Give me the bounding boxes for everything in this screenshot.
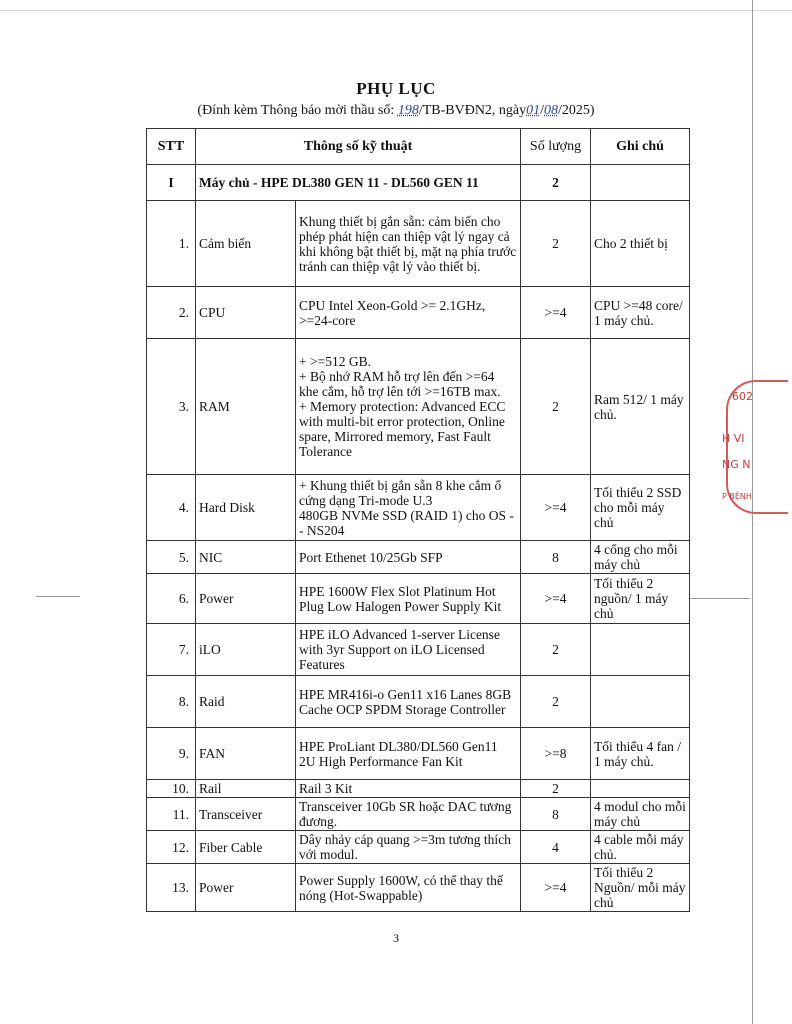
row-item: Cảm biến xyxy=(196,201,296,287)
row-stt: 5. xyxy=(147,541,196,574)
row-note: Tối thiểu 2 nguồn/ 1 máy chủ xyxy=(591,574,690,624)
row-qty: 2 xyxy=(521,201,591,287)
row-stt: 7. xyxy=(147,624,196,676)
row-item: Fiber Cable xyxy=(196,831,296,864)
row-stt: 1. xyxy=(147,201,196,287)
row-item: Transceiver xyxy=(196,798,296,831)
row-item: FAN xyxy=(196,728,296,780)
row-qty: >=4 xyxy=(521,574,591,624)
row-note: 4 modul cho mỗi máy chủ xyxy=(591,798,690,831)
row-item: RAM xyxy=(196,339,296,475)
stamp-text: 602 xyxy=(732,390,753,403)
row-note: Ram 512/ 1 máy chủ. xyxy=(591,339,690,475)
table-row xyxy=(147,574,690,624)
row-note xyxy=(591,624,690,676)
notice-sep: / xyxy=(540,103,545,118)
row-spec: HPE MR416i-o Gen11 x16 Lanes 8GB Cache OCP SPDM Storage Controller xyxy=(296,676,521,728)
col-header-qty: Số lượng xyxy=(521,129,591,165)
row-item: Power xyxy=(196,864,296,912)
row-spec: + Khung thiết bị gắn sẵn 8 khe cắm ổ cứng dạng Tri-mode U.3 480GB NVMe SSD (RAID 1) cho OS -- NS204 xyxy=(296,475,521,541)
row-qty: 8 xyxy=(521,541,591,574)
row-qty: >=4 xyxy=(521,287,591,339)
section-name: Máy chủ - HPE DL380 GEN 11 - DL560 GEN 11 xyxy=(196,165,521,201)
section-stt: I xyxy=(147,165,196,201)
row-item: Power xyxy=(196,574,296,624)
row-spec: Power Supply 1600W, có thể thay thế nóng (Hot-Swappable) xyxy=(296,864,521,912)
row-item: iLO xyxy=(196,624,296,676)
section-qty: 2 xyxy=(521,165,591,201)
table-row xyxy=(147,728,690,780)
row-spec: Khung thiết bị gắn sẵn: cảm biến cho phép phát hiện can thiệp vật lý ngay cả khi không bật thiết bị, mặt nạ phía trước tránh can thiệp vật lý vào thiết bị. xyxy=(296,201,521,287)
row-note: 4 cổng cho mỗi máy chủ xyxy=(591,541,690,574)
row-qty: 4 xyxy=(521,831,591,864)
row-stt: 10. xyxy=(147,780,196,798)
row-note: CPU >=48 core/ 1 máy chủ. xyxy=(591,287,690,339)
row-stt: 12. xyxy=(147,831,196,864)
row-note xyxy=(591,676,690,728)
table-row xyxy=(147,780,690,798)
row-qty: 2 xyxy=(521,780,591,798)
row-qty: 2 xyxy=(521,624,591,676)
row-note: 4 cable mỗi máy chủ. xyxy=(591,831,690,864)
notice-day: 01 xyxy=(526,103,541,118)
section-note xyxy=(591,165,690,201)
col-header-stt: STT xyxy=(147,129,196,165)
row-item: CPU xyxy=(196,287,296,339)
row-item: Raid xyxy=(196,676,296,728)
row-stt: 13. xyxy=(147,864,196,912)
row-qty: 2 xyxy=(521,339,591,475)
row-spec: CPU Intel Xeon-Gold >= 2.1GHz, >=24-core xyxy=(296,287,521,339)
row-spec: HPE 1600W Flex Slot Platinum Hot Plug Low Halogen Power Supply Kit xyxy=(296,574,521,624)
col-header-note: Ghi chú xyxy=(591,129,690,165)
row-stt: 8. xyxy=(147,676,196,728)
row-note: Tối thiểu 2 SSD cho mỗi máy chủ xyxy=(591,475,690,541)
row-note: Tối thiểu 4 fan / 1 máy chủ. xyxy=(591,728,690,780)
row-note: Tối thiểu 2 Nguồn/ mỗi máy chủ xyxy=(591,864,690,912)
table-row xyxy=(147,831,690,864)
subtitle-prefix: (Đính kèm Thông báo mời thầu số: xyxy=(197,103,398,118)
page-subtitle xyxy=(0,103,792,119)
row-spec: Port Ethenet 10/25Gb SFP xyxy=(296,541,521,574)
row-spec: HPE ProLiant DL380/DL560 Gen11 2U High Performance Fan Kit xyxy=(296,728,521,780)
table-row xyxy=(147,201,690,287)
row-qty: 8 xyxy=(521,798,591,831)
row-spec: Rail 3 Kit xyxy=(296,780,521,798)
row-note xyxy=(591,780,690,798)
notice-month: 08 xyxy=(544,103,559,118)
row-stt: 4. xyxy=(147,475,196,541)
red-stamp xyxy=(712,380,752,520)
row-stt: 2. xyxy=(147,287,196,339)
stamp-text: H VI xyxy=(722,432,745,445)
row-item: NIC xyxy=(196,541,296,574)
scan-mark xyxy=(36,596,80,597)
notice-number: 198 xyxy=(397,103,419,118)
row-spec: + >=512 GB. + Bộ nhớ RAM hỗ trợ lên đến >=64 khe cắm, hỗ trợ lên tới >=16TB max. + Memory protection: Advanced ECC with multi-bit error protection, Online spare, Mirrored memory, Fast Fault Tolerance xyxy=(296,339,521,475)
row-qty: >=8 xyxy=(521,728,591,780)
scan-edge xyxy=(0,0,792,11)
row-item: Hard Disk xyxy=(196,475,296,541)
row-stt: 6. xyxy=(147,574,196,624)
col-header-spec: Thông số kỹ thuật xyxy=(196,129,521,165)
section-row xyxy=(147,165,690,201)
row-note: Cho 2 thiết bị xyxy=(591,201,690,287)
table-row xyxy=(147,864,690,912)
table-row xyxy=(147,676,690,728)
table-row xyxy=(147,624,690,676)
table-row xyxy=(147,287,690,339)
page-number: 3 xyxy=(393,931,399,945)
row-spec: Transceiver 10Gb SR hoặc DAC tương đương. xyxy=(296,798,521,831)
row-qty: 2 xyxy=(521,676,591,728)
stamp-text: NG N xyxy=(722,458,751,471)
table-header-row xyxy=(147,129,690,165)
subtitle-suffix: /2025) xyxy=(558,103,595,118)
row-stt: 11. xyxy=(147,798,196,831)
table-row xyxy=(147,798,690,831)
scan-mark xyxy=(690,598,750,599)
row-spec: Dây nhảy cáp quang >=3m tương thích với modul. xyxy=(296,831,521,864)
row-qty: >=4 xyxy=(521,475,591,541)
page-title: PHỤ LỤC xyxy=(356,79,436,98)
row-item: Rail xyxy=(196,780,296,798)
table-row xyxy=(147,475,690,541)
stamp-text: P BỆNH xyxy=(722,492,752,501)
row-spec: HPE iLO Advanced 1-server License with 3yr Support on iLO Licensed Features xyxy=(296,624,521,676)
table-row xyxy=(147,339,690,475)
row-qty: >=4 xyxy=(521,864,591,912)
row-stt: 3. xyxy=(147,339,196,475)
table-row xyxy=(147,541,690,574)
spec-table xyxy=(146,128,690,912)
subtitle-middle: /TB-BVĐN2, ngày xyxy=(418,103,527,118)
row-stt: 9. xyxy=(147,728,196,780)
